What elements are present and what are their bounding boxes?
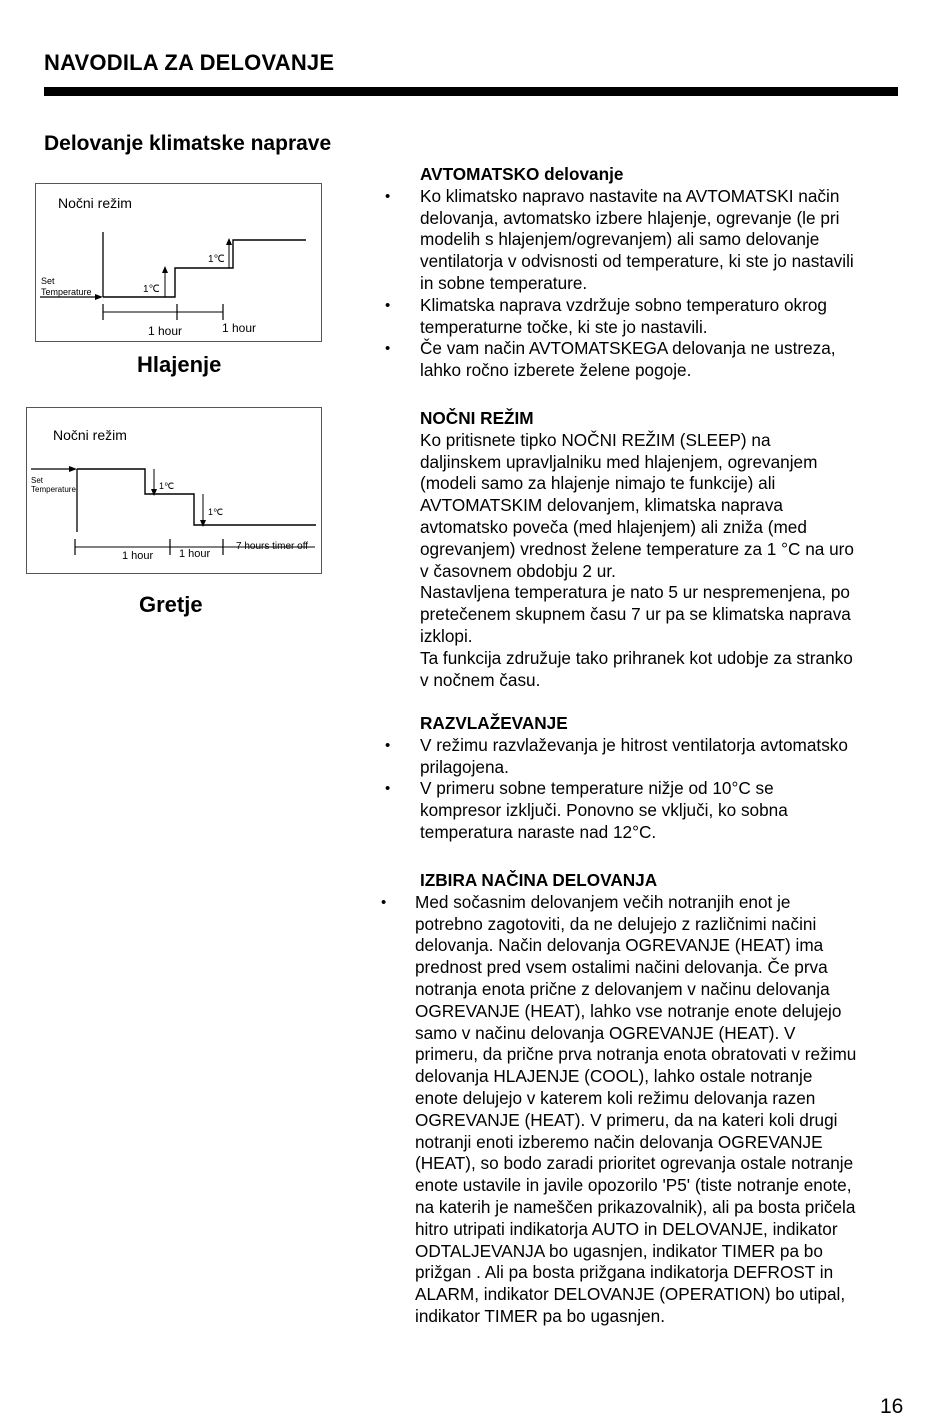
text-line: (modeli samo za hlajenje nimajo te funkcije) ali xyxy=(420,473,776,494)
text-line: AVTOMATSKIM delovanjem, klimatska naprava xyxy=(420,495,783,516)
text-line: v časovnem obdobju 2 ur. xyxy=(420,560,616,581)
text-line: delovanja HLAJENJE (COOL), lahko ostale notranje xyxy=(415,1066,813,1087)
text-line: modelih s hlajenjem/ogrevanjem) ali samo delovanje xyxy=(420,229,820,250)
text-line: potrebno zagotoviti, da ne delujejo z različnimi načini xyxy=(415,913,817,934)
auto-list xyxy=(380,186,910,382)
list-item xyxy=(380,338,910,382)
text-line: OGREVANJE (HEAT), lahko vse notranje enote delujejo xyxy=(415,1000,842,1021)
text-line: notranja enota prične z delovanjem v načinu delovanja xyxy=(415,978,830,999)
heating-diagram xyxy=(26,407,322,574)
text-line: na katerih je nameščen prikazovalnik), ali pa bosta pričela xyxy=(415,1196,856,1217)
night-heading: NOČNI REŽIM xyxy=(420,408,534,428)
mode-section xyxy=(380,870,910,1328)
list-item xyxy=(380,735,910,779)
header-rule xyxy=(44,87,898,96)
text-line: Nastavljena temperatura je nato 5 ur nespremenjena, po xyxy=(420,582,850,603)
text-line: in sobne temperature. xyxy=(420,272,588,293)
text-line: temperaturne točke, ki ste jo nastavili. xyxy=(420,316,708,337)
cooling-set-label: Set xyxy=(41,276,55,286)
mode-heading: IZBIRA NAČINA DELOVANJA xyxy=(420,870,658,890)
heating-step1-label: 1℃ xyxy=(159,481,175,491)
list-item xyxy=(380,892,910,1328)
text-line: prižgan . Ali pa bosta prižgana indikatorja DEFROST in xyxy=(415,1262,834,1283)
dry-heading: RAZVLAŽEVANJE xyxy=(420,713,568,733)
heating-diagram-graphic xyxy=(27,408,321,573)
cooling-time2-label: 1 hour xyxy=(222,321,257,335)
text-line: • V režimu razvlaževanja je hitrost ventilatorja avtomatsko xyxy=(420,734,848,755)
text-line: enote delujejo v katerem koli režimu delovanja razen xyxy=(415,1087,816,1108)
text-line: daljinskem upravljalniku med hlajenjem, ogrevanjem xyxy=(420,451,818,472)
text-line: OGREVANJE (HEAT). V primeru, da na kateri koli drugi xyxy=(415,1109,838,1130)
text-line: ventilatorja v odvisnosti od temperature, ki ste jo nastavili xyxy=(420,251,854,272)
cooling-set-label: Temperature xyxy=(41,287,92,297)
cooling-diagram xyxy=(35,183,322,342)
cooling-time1-label: 1 hour xyxy=(148,324,183,338)
list-item xyxy=(380,778,910,843)
text-line: samo v načinu delovanja OGREVANJE (HEAT). V xyxy=(415,1022,796,1043)
text-line: prilagojena. xyxy=(420,756,509,777)
heating-time1-label: 1 hour xyxy=(122,550,154,562)
text-line: • Med sočasnim delovanjem večih notranjih enot je xyxy=(415,891,791,912)
text-line: temperatura naraste nad 12°C. xyxy=(420,821,657,842)
text-line: avtomatsko poveča (med hlajenjem) ali zniža (med xyxy=(420,516,807,537)
dry-list xyxy=(380,735,910,844)
list-item xyxy=(380,295,910,339)
auto-heading: AVTOMATSKO delovanje xyxy=(420,164,624,184)
heating-caption: Gretje xyxy=(139,592,203,617)
text-line: (HEAT), so bodo zaradi prioritet ogrevanja ostale notranje xyxy=(415,1153,854,1174)
text-line: • V primeru sobne temperature nižje od 10°C se xyxy=(420,778,774,799)
list-item xyxy=(380,186,910,295)
dry-section xyxy=(380,713,910,844)
page-header-title: NAVODILA ZA DELOVANJE xyxy=(44,50,335,75)
heating-set-label: Temperature xyxy=(31,485,76,494)
text-line: delovanja. Način delovanja OGREVANJE (HEAT) ima xyxy=(415,935,824,956)
text-line: Ko pritisnete tipko NOČNI REŽIM (SLEEP) na xyxy=(420,429,771,450)
text-line: ALARM, indikator DELOVANJE (OPERATION) bo utipal, xyxy=(415,1284,846,1305)
text-line: • Ko klimatsko napravo nastavite na AVTOMATSKI način xyxy=(420,185,840,206)
mode-list xyxy=(380,892,910,1328)
cooling-diagram-graphic xyxy=(36,184,321,341)
heating-set-label: Set xyxy=(31,476,44,485)
text-line: enote ustavile in javile opozorilo 'P5' (tiste notranje enote, xyxy=(415,1175,852,1196)
text-line: delovanja, avtomatsko izbere hlajenje, ogrevanje (le pri xyxy=(420,207,840,228)
page-number: 16 xyxy=(880,1395,904,1418)
night-section xyxy=(380,408,910,691)
text-line: • Če vam način AVTOMATSKEGA delovanja ne ustreza, xyxy=(420,338,836,359)
text-line: • Klimatska naprava vzdržuje sobno temperaturo okrog xyxy=(420,294,827,315)
heating-time3-label: 7 hours timer off xyxy=(236,541,309,552)
heating-time2-label: 1 hour xyxy=(179,548,211,560)
text-line: prednost pred vsem ostalimi načini delovanja. Če prva xyxy=(415,957,828,978)
text-line: indikator TIMER pa bo ugasnjen. xyxy=(415,1305,665,1326)
text-line: lahko ročno izberete želene pogoje. xyxy=(420,360,692,381)
heating-step2-label: 1℃ xyxy=(208,507,224,517)
auto-section xyxy=(380,164,910,382)
text-line: v nočnem času. xyxy=(420,669,541,690)
text-line: kompresor izključi. Ponovno se vključi, ko sobna xyxy=(420,800,788,821)
cooling-diagram-label: Nočni režim xyxy=(58,195,132,211)
heating-temperature-profile xyxy=(77,469,316,525)
text-line: ODTALJEVANJA bo ugasnjen, indikator TIMER pa bo xyxy=(415,1240,823,1261)
text-line: primeru, da prične prva notranja enota obratovati v režimu xyxy=(415,1044,857,1065)
cooling-step1-label: 1℃ xyxy=(143,284,160,295)
heating-diagram-label: Nočni režim xyxy=(53,427,127,443)
cooling-step2-label: 1℃ xyxy=(208,254,225,265)
text-line: ogrevanjem) vrednost želene temperature za 1 °C na uro xyxy=(420,538,854,559)
text-line: Ta funkcija združuje tako prihranek kot udobje za stranko xyxy=(420,647,853,668)
night-paragraph xyxy=(380,430,910,692)
text-line: izklopi. xyxy=(420,625,473,646)
text-line: pretečenem skupnem času 7 ur pa se klimatska naprava xyxy=(420,604,851,625)
cooling-temperature-profile xyxy=(103,240,306,297)
cooling-caption: Hlajenje xyxy=(137,352,222,377)
text-line: hitro utripati indikatorja AUTO in DELOVANJE, indikator xyxy=(415,1218,838,1239)
section-title: Delovanje klimatske naprave xyxy=(44,132,332,155)
text-line: notranji enoti izberemo način delovanja OGREVANJE xyxy=(415,1131,823,1152)
